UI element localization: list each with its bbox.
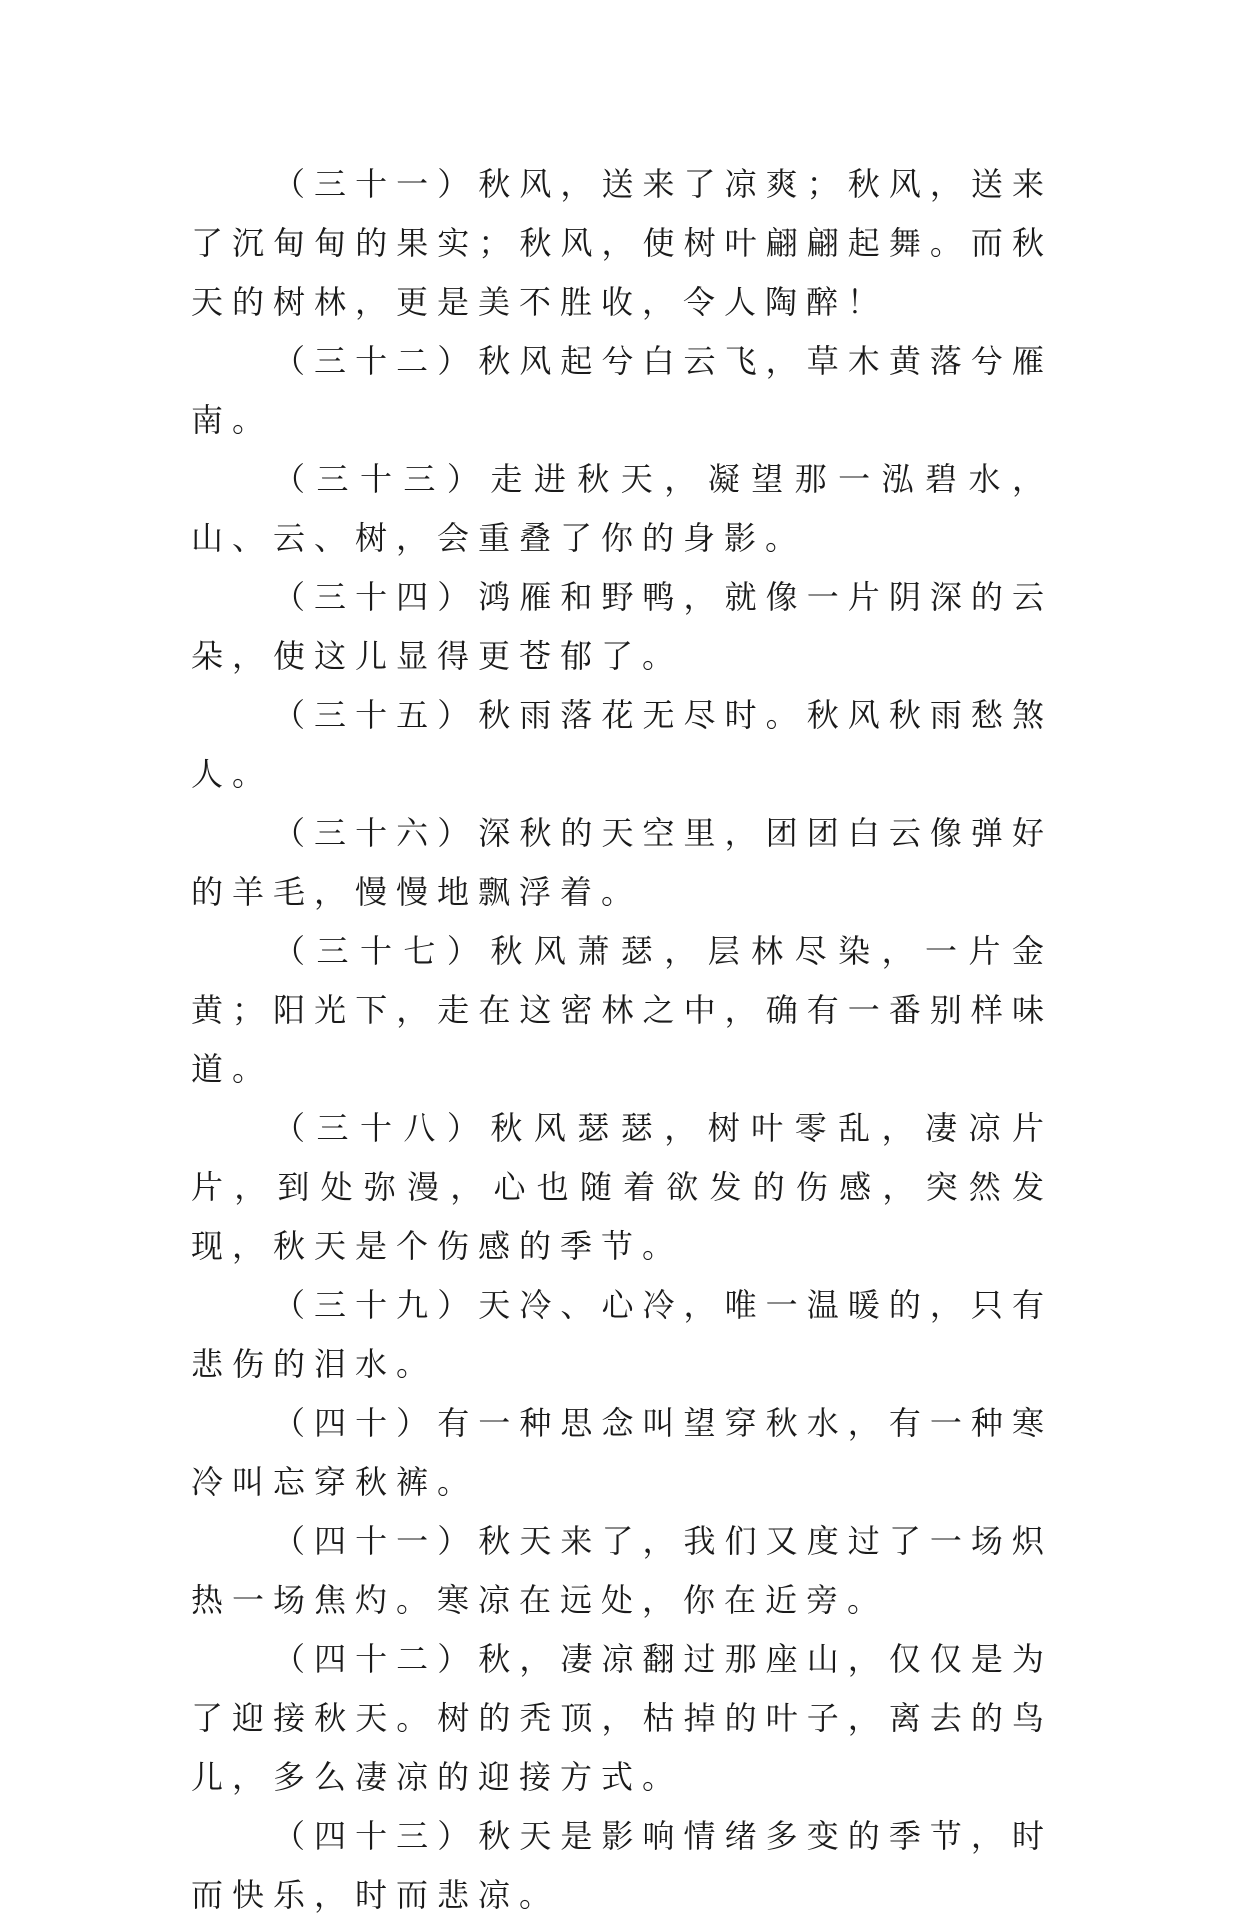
paragraph-42: （四十二）秋，凄凉翻过那座山，仅仅是为了迎接秋天。树的秃顶，枯掉的叶子，离去的鸟儿，多么凄凉的迎接方式。 (191, 1640, 1053, 1796)
paragraph-41: （四十一）秋天来了，我们又度过了一场炽热一场焦灼。寒凉在远处，你在近旁。 (191, 1522, 1053, 1619)
paragraph-40: （四十）有一种思念叫望穿秋水，有一种寒冷叫忘穿秋裤。 (191, 1404, 1053, 1501)
paragraph-39: （三十九）天冷、心冷，唯一温暖的，只有悲伤的泪水。 (191, 1286, 1053, 1383)
paragraph-32: （三十二）秋风起兮白云飞，草木黄落兮雁南。 (191, 342, 1053, 439)
document-body (191, 155, 1053, 1925)
paragraph-34: （三十四）鸿雁和野鸭，就像一片阴深的云朵，使这儿显得更苍郁了。 (191, 578, 1053, 675)
paragraph-38: （三十八）秋风瑟瑟，树叶零乱，凄凉片片，到处弥漫，心也随着欲发的伤感，突然发现，秋天是个伤感的季节。 (191, 1109, 1053, 1265)
paragraph-36: （三十六）深秋的天空里，团团白云像弹好的羊毛，慢慢地飘浮着。 (191, 814, 1053, 911)
paragraph-43: （四十三）秋天是影响情绪多变的季节，时而快乐，时而悲凉。 (191, 1817, 1053, 1914)
paragraph-35: （三十五）秋雨落花无尽时。秋风秋雨愁煞人。 (191, 696, 1053, 793)
paragraph-33: （三十三）走进秋天，凝望那一泓碧水，山、云、树，会重叠了你的身影。 (191, 460, 1053, 557)
paragraph-37: （三十七）秋风萧瑟，层林尽染，一片金黄；阳光下，走在这密林之中，确有一番别样味道。 (191, 932, 1053, 1088)
paragraph-31: （三十一）秋风，送来了凉爽；秋风，送来了沉甸甸的果实；秋风，使树叶翩翩起舞。而秋天的树林，更是美不胜收，令人陶醉！ (191, 165, 1053, 321)
